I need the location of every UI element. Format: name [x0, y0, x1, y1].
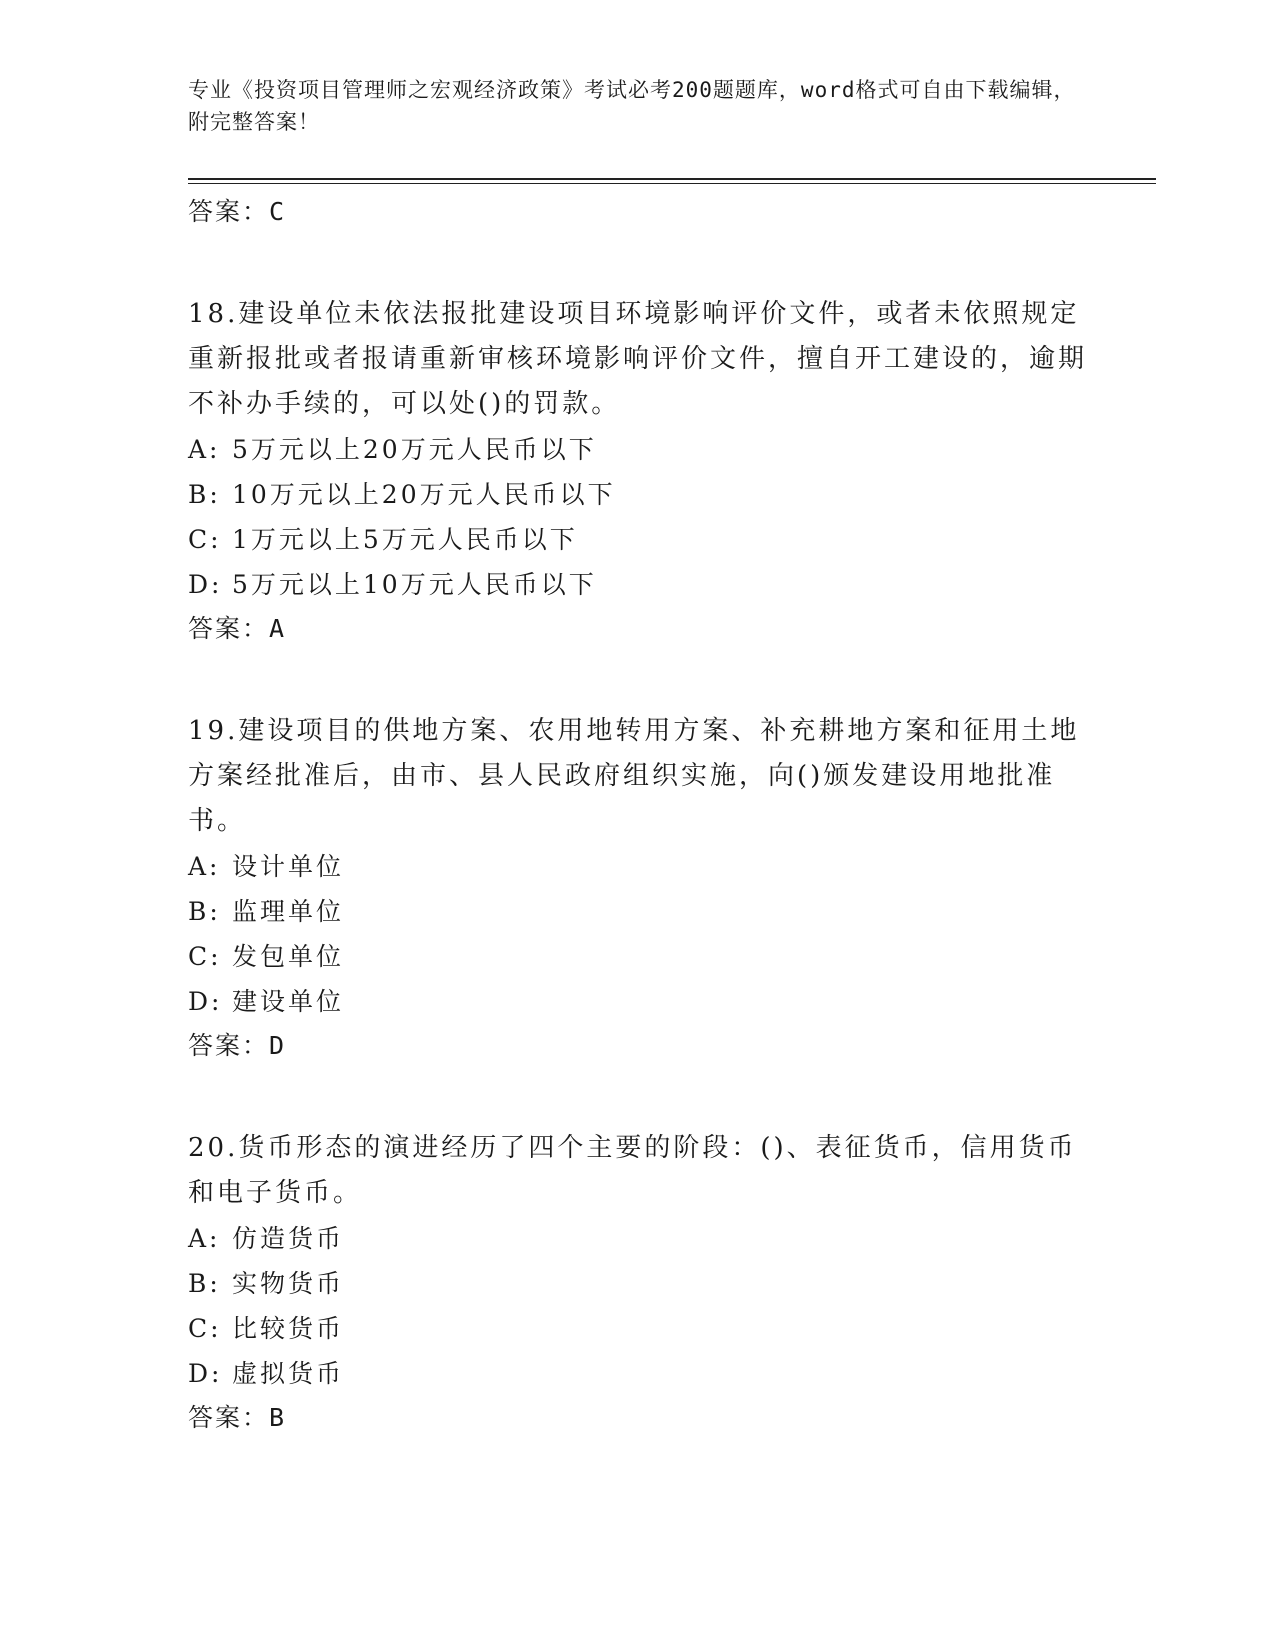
option-c — [188, 517, 1088, 562]
question-stem: 19.建设项目的供地方案、农用地转用方案、补充耕地方案和征用土地方案经批准后，由市、县人民政府组织实施，向()颁发建设用地批准书。 — [188, 716, 1080, 836]
question-stem: 20.货币形态的演进经历了四个主要的阶段：()、表征货币，信用货币和电子货币。 — [188, 1133, 1077, 1208]
question-20 — [188, 1126, 1088, 1440]
answer-line: 答案：A — [188, 614, 287, 643]
question-19 — [188, 709, 1088, 1068]
option-text: 5万元以上10万元人民币以下 — [232, 570, 597, 599]
option-a — [188, 1216, 1088, 1261]
option-text: 监理单位 — [232, 897, 345, 926]
answer-line: 答案：D — [188, 1031, 287, 1060]
option-text: 10万元以上20万元人民币以下 — [232, 480, 616, 509]
option-letter: D: — [188, 570, 223, 599]
option-letter: D: — [188, 1359, 223, 1388]
document-header: 专业《投资项目管理师之宏观经济政策》考试必考200题题库，word格式可自由下载编辑，附完整答案！ — [188, 78, 1076, 134]
option-text: 虚拟货币 — [232, 1359, 345, 1388]
option-letter: B: — [188, 897, 221, 926]
question-stem: 18.建设单位未依法报批建设项目环境影响评价文件，或者未依照规定重新报批或者报请重新审核环境影响评价文件，擅自开工建设的，逾期不补办手续的，可以处()的罚款。 — [188, 299, 1088, 419]
question-18 — [188, 292, 1088, 651]
option-text: 1万元以上5万元人民币以下 — [232, 525, 578, 554]
option-letter: A: — [188, 852, 221, 881]
option-letter: D: — [188, 987, 223, 1016]
option-letter: C: — [188, 1314, 222, 1343]
option-d — [188, 562, 1088, 607]
leading-answer: 答案：C — [188, 197, 287, 226]
header-divider-thin — [188, 183, 1156, 184]
option-letter: C: — [188, 942, 222, 971]
option-b — [188, 1261, 1088, 1306]
option-text: 实物货币 — [232, 1269, 345, 1298]
option-d — [188, 979, 1088, 1024]
option-b — [188, 889, 1088, 934]
option-letter: A: — [188, 1224, 221, 1253]
question-list — [188, 190, 1088, 1440]
option-text: 发包单位 — [232, 942, 345, 971]
header-divider-thick — [188, 178, 1156, 180]
option-c — [188, 934, 1088, 979]
option-text: 建设单位 — [232, 987, 345, 1016]
option-letter: B: — [188, 480, 221, 509]
option-letter: B: — [188, 1269, 221, 1298]
option-c — [188, 1306, 1088, 1351]
option-letter: C: — [188, 525, 222, 554]
option-a — [188, 844, 1088, 889]
answer-line: 答案：B — [188, 1403, 287, 1432]
option-b — [188, 472, 1088, 517]
option-text: 设计单位 — [232, 852, 345, 881]
option-d — [188, 1351, 1088, 1396]
option-text: 比较货币 — [232, 1314, 345, 1343]
option-text: 5万元以上20万元人民币以下 — [232, 435, 597, 464]
option-letter: A: — [188, 435, 221, 464]
option-a — [188, 427, 1088, 472]
option-text: 仿造货币 — [232, 1224, 345, 1253]
